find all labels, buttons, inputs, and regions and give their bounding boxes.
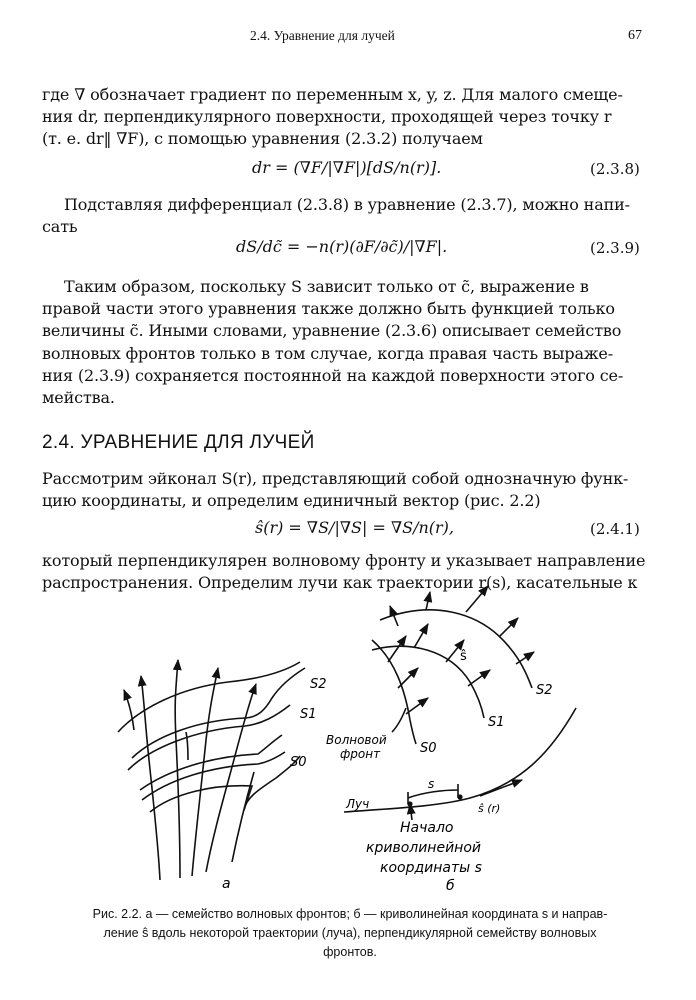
figure-panel-a	[118, 660, 305, 880]
panel-label-b: б	[446, 878, 455, 894]
equation-2-3-9: dS/dc̃ = −n(r)(∂F/∂c̃)/|∇F|.	[236, 237, 448, 256]
caption-line: ление ŝ вдоль некоторой траектории (луча), перпендикулярной семейству волновых	[103, 926, 597, 940]
normal-arrow	[466, 586, 488, 612]
normal-arrow	[500, 618, 518, 636]
caption-line: фронтов.	[323, 945, 377, 959]
label-origin-1: Начало	[400, 820, 454, 836]
caption-line: Рис. 2.2. а — семейство волновых фронтов; б — криволинейная координата s и направ-	[92, 907, 608, 921]
label-s2-left: S2	[310, 677, 327, 692]
label-origin-3: координаты s	[380, 860, 482, 876]
label-wavefront-2: фронт	[340, 747, 381, 761]
label-wavefront-1: Волновой	[326, 733, 387, 747]
label-s0-left: S0	[290, 755, 307, 770]
s-segment	[408, 790, 458, 798]
text-line: который перпендикулярен волновому фронту и указывает направление	[42, 551, 646, 570]
label-s-segment: s	[428, 777, 435, 791]
text-line: величины c̃. Иными словами, уравнение (2.3.6) описывает семейство	[42, 321, 622, 341]
normal-arrow	[388, 636, 406, 662]
label-s2-right: S2	[536, 683, 553, 698]
normal-arrow	[414, 624, 428, 648]
normal-arrow	[426, 592, 430, 610]
text-line: ния (2.3.9) сохраняется постоянной на каждой поверхности этого се-	[42, 365, 624, 385]
page-number: 67	[628, 28, 642, 43]
text-line: ния dr, перпендикулярного поверхности, проходящей через точку r	[42, 107, 612, 127]
equation-number-2-4-1: (2.4.1)	[590, 520, 640, 538]
text-line: Рассмотрим эйконал S(r), представляющий собой однозначную функ-	[42, 469, 629, 488]
normal-arrow	[468, 670, 490, 686]
text-line: Таким образом, поскольку S зависит только от c̃, выражение в	[64, 277, 589, 296]
label-s0-right: S0	[420, 741, 437, 756]
text-line: (т. е. dr‖ ∇F), с помощью уравнения (2.3.2) получаем	[42, 129, 483, 149]
normal-arrow	[406, 698, 428, 714]
figure-panel-b	[344, 586, 576, 820]
origin-point	[407, 801, 412, 806]
ray-line	[186, 732, 188, 760]
text-line: где ∇ обозначает градиент по переменным x, y, z. Для малого смеще-	[42, 85, 623, 104]
normal-arrow	[516, 652, 534, 664]
text-line: сать	[42, 217, 78, 237]
wavefront-leader	[392, 708, 406, 732]
label-s1-right: S1	[488, 715, 505, 730]
label-s1-left: S1	[300, 707, 317, 722]
wavefront-s1	[372, 646, 484, 718]
ray-line	[206, 684, 256, 872]
wavefront-s0	[372, 640, 416, 744]
text-line: Подставляя дифференциал (2.3.8) в уравнение (2.3.7), можно напи-	[64, 195, 630, 214]
section-heading: 2.4. УРАВНЕНИЕ ДЛЯ ЛУЧЕЙ	[42, 432, 315, 453]
equation-number-2-3-9: (2.3.9)	[590, 239, 640, 257]
running-header: 2.4. Уравнение для лучей	[250, 28, 395, 43]
normal-arrow	[398, 668, 418, 688]
panel-label-a: а	[222, 876, 231, 892]
label-origin-2: криволинейной	[366, 840, 481, 856]
equation-number-2-3-8: (2.3.8)	[590, 160, 640, 178]
label-s-hat: ŝ	[460, 649, 467, 664]
text-line: правой части этого уравнения также должно быть функцией только	[42, 299, 615, 319]
wavefront-s1-right	[140, 735, 282, 790]
figure-caption	[44, 905, 656, 962]
text-line: мейства.	[42, 388, 115, 408]
text-line: распространения. Определим лучи как траектории r(s), касательные к	[42, 573, 638, 593]
label-s-hat-r: ŝ (r)	[478, 802, 501, 815]
ray-tangent	[480, 780, 522, 796]
ray-point	[457, 794, 462, 799]
equation-2-3-8: dr = (∇F/|∇F|)[dS/n(r)].	[252, 158, 442, 177]
text-line: волновых фронтов только в том случае, когда правая часть выраже-	[42, 343, 613, 363]
label-ray: Луч	[346, 797, 370, 811]
text-line: цию координаты, и определим единичный вектор (рис. 2.2)	[42, 491, 541, 511]
equation-2-4-1: ŝ(r) = ∇S/|∇S| = ∇S/n(r),	[255, 518, 454, 537]
